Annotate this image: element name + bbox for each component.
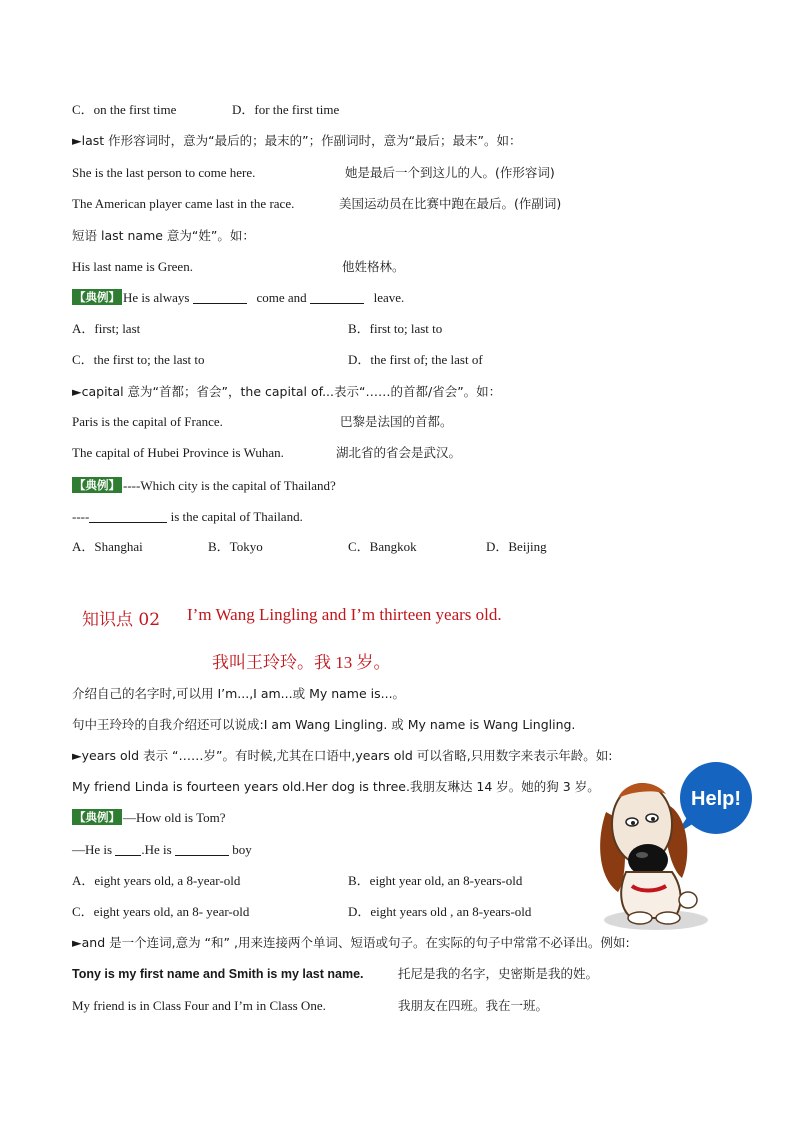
example-row bbox=[72, 444, 462, 462]
question-text: is the capital of Thailand. bbox=[170, 509, 303, 524]
example-en: His last name is Green. bbox=[72, 259, 193, 274]
answer-blank[interactable] bbox=[175, 843, 229, 856]
options-row bbox=[72, 903, 532, 921]
example-cn: 她是最后一个到这儿的人。(作形容词) bbox=[345, 165, 555, 180]
options-row bbox=[72, 538, 547, 556]
section-title-en: I’m Wang Lingling and I’m thirteen years old. bbox=[187, 605, 502, 624]
question-3 bbox=[72, 809, 226, 827]
last-note: ►last 作形容词时，意为“最后的；最末的”；作副词时，意为“最后；最末”。如： bbox=[72, 133, 522, 148]
option-a[interactable]: A．eight years old, a 8-year-old bbox=[72, 873, 241, 888]
dog-help-icon bbox=[596, 760, 756, 940]
example-cn: 湖北省的省会是武汉。 bbox=[336, 445, 462, 460]
answer-blank[interactable] bbox=[89, 510, 167, 523]
example-cn: 美国运动员在比赛中跑在最后。(作副词) bbox=[339, 196, 562, 211]
answer-blank[interactable] bbox=[310, 291, 364, 304]
question-text: ---- bbox=[72, 509, 90, 524]
example-row bbox=[72, 195, 562, 213]
bubble-text: Help! bbox=[691, 788, 741, 810]
example-cn: 我朋友在四班。我在一班。 bbox=[398, 998, 549, 1013]
dog-illustration bbox=[596, 760, 756, 940]
example-cn: 巴黎是法国的首都。 bbox=[340, 414, 453, 429]
example-row bbox=[72, 258, 405, 276]
example-en: My friend is in Class Four and I’m in Class One. bbox=[72, 998, 326, 1013]
option-a[interactable]: A．first; last bbox=[72, 321, 141, 336]
options-row bbox=[72, 320, 443, 338]
question-3-answer bbox=[72, 841, 252, 859]
example-line: My friend Linda is fourteen years old.Her dog is three.我朋友琳达 14 岁。她的狗 3 岁。 bbox=[72, 779, 600, 794]
question-text: ----Which city is the capital of Thailand? bbox=[123, 478, 336, 493]
option-line bbox=[72, 101, 340, 119]
example-row bbox=[72, 997, 549, 1015]
years-note: ►years old 表示 “……岁”。有时候,尤其在口语中,years old 可以省略,只用数字来表示年龄。如: bbox=[72, 748, 613, 763]
question-text: leave. bbox=[373, 290, 405, 305]
example-row bbox=[72, 164, 555, 182]
option-c[interactable]: C．Bangkok bbox=[348, 539, 417, 554]
option-c: C．on the first time bbox=[72, 102, 177, 117]
capital-note: ►capital 意为“首都；省会”，the capital of...表示“……的首都/省会”。如： bbox=[72, 384, 502, 399]
option-a[interactable]: A．Shanghai bbox=[72, 539, 143, 554]
option-d[interactable]: D．the first of; the last of bbox=[348, 352, 483, 367]
lastname-note: 短语 last name 意为“姓”。如： bbox=[72, 228, 255, 243]
example-en: The American player came last in the race. bbox=[72, 196, 295, 211]
question-text: —He is bbox=[72, 842, 113, 857]
and-note: ►and 是一个连词,意为 “和” ,用来连接两个单词、短语或句子。在实际的句子中常常不必译出。例如: bbox=[72, 935, 630, 950]
section-title-cn: 我叫王玲玲。我 13 岁。 bbox=[212, 653, 391, 672]
example-en: Tony is my first name and Smith is my last name. bbox=[72, 967, 364, 981]
question-text: He is always bbox=[123, 290, 190, 305]
example-tag: 【典例】 bbox=[74, 478, 120, 492]
example-en: She is the last person to come here. bbox=[72, 165, 256, 180]
option-c[interactable]: C．eight years old, an 8- year-old bbox=[72, 904, 250, 919]
example-row bbox=[72, 413, 453, 431]
intro-line: 句中王玲玲的自我介绍还可以说成:I am Wang Lingling. 或 My name is Wang Lingling. bbox=[72, 717, 576, 732]
intro-line: 介绍自己的名字时,可以用 I’m...,I am...或 My name is...。 bbox=[72, 686, 406, 701]
question-text: boy bbox=[232, 842, 252, 857]
example-en: The capital of Hubei Province is Wuhan. bbox=[72, 445, 284, 460]
example-cn: 托尼是我的名字，史密斯是我的姓。 bbox=[398, 966, 599, 981]
question-text: come and bbox=[256, 290, 307, 305]
option-b[interactable]: B．eight year old, an 8-years-old bbox=[348, 873, 523, 888]
section-label: 知识点 02 bbox=[82, 610, 161, 630]
answer-blank[interactable] bbox=[115, 843, 141, 856]
example-row bbox=[72, 965, 599, 983]
question-text: —How old is Tom? bbox=[123, 810, 226, 825]
example-en: Paris is the capital of France. bbox=[72, 414, 223, 429]
question-text: .He is bbox=[141, 842, 172, 857]
option-d[interactable]: D．Beijing bbox=[486, 539, 547, 554]
example-tag: 【典例】 bbox=[74, 290, 120, 304]
option-c[interactable]: C．the first to; the last to bbox=[72, 352, 205, 367]
question-2 bbox=[72, 477, 336, 495]
options-row bbox=[72, 351, 483, 369]
option-d: D．for the first time bbox=[232, 102, 340, 117]
option-b[interactable]: B．first to; last to bbox=[348, 321, 443, 336]
option-b[interactable]: B．Tokyo bbox=[208, 539, 263, 554]
section-heading bbox=[82, 605, 502, 630]
example-cn: 他姓格林。 bbox=[342, 259, 405, 274]
options-row bbox=[72, 872, 523, 890]
example-tag: 【典例】 bbox=[74, 810, 120, 824]
option-d[interactable]: D．eight years old , an 8-years-old bbox=[348, 904, 532, 919]
question-2-answer bbox=[72, 508, 303, 526]
answer-blank[interactable] bbox=[193, 291, 247, 304]
question-1 bbox=[72, 289, 404, 307]
